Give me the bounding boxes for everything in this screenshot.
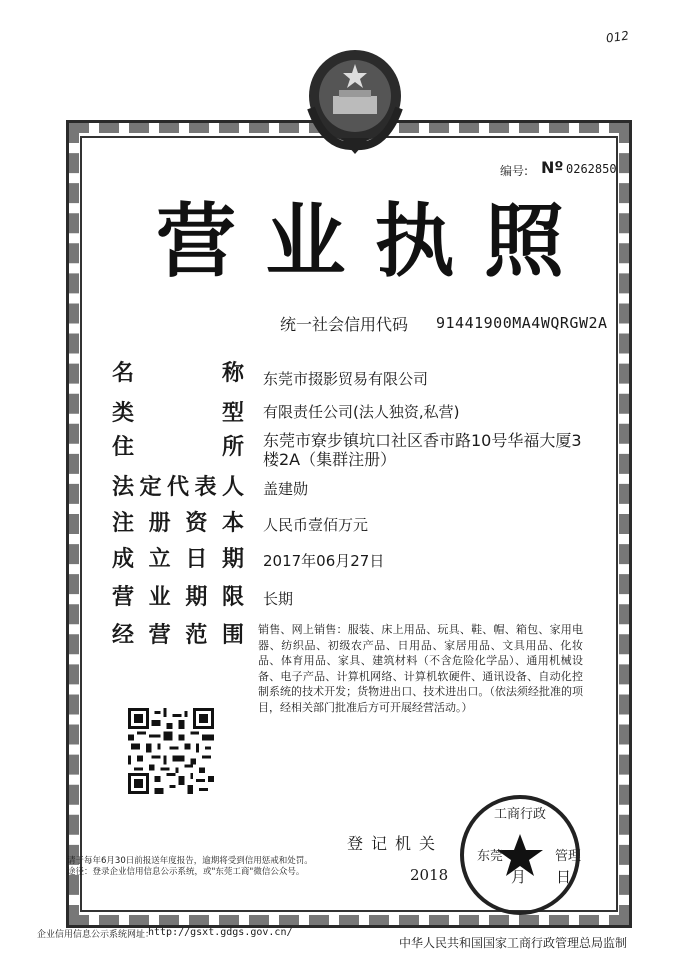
registered-capital-label: 注 册 资 本: [112, 511, 244, 536]
svg-text:东莞: 东莞: [477, 849, 504, 864]
address-value: 东莞市寮步镇坑口社区香市路10号华福大厦3楼2A（集群注册）: [263, 431, 582, 469]
handwritten-page-number: 012: [605, 28, 630, 46]
title-char: 照: [483, 193, 564, 288]
registration-year: 2018: [410, 866, 449, 884]
annual-report-notice: [67, 856, 367, 878]
svg-text:管理: 管理: [555, 849, 582, 864]
registration-authority-label: 登记机关: [347, 834, 444, 853]
issuer-text: 中华人民共和国国家工商行政管理总局监制: [399, 936, 628, 950]
founded-date-label: 成 立 日 期: [112, 547, 244, 572]
business-term-label: 营 业 期 限: [112, 585, 244, 610]
business-term-value: 长期: [263, 590, 294, 608]
credit-code-value: 91441900MA4WQRGW2A: [436, 314, 608, 332]
official-seal-icon: [455, 790, 585, 920]
founded-date-value: 2017年06月27日: [263, 552, 385, 570]
national-emblem-icon: [295, 38, 415, 156]
registered-capital-value: 人民币壹佰万元: [263, 516, 369, 534]
notice-line: 途径：登录企业信用信息公示系统，或"东莞工商"微信公众号。: [67, 867, 305, 877]
credit-system-url[interactable]: http://gsxt.gdgs.gov.cn/: [148, 927, 293, 938]
serial-number-symbol: Nº: [541, 158, 564, 177]
title-char: 营: [156, 193, 236, 288]
notice-line: 请于每年6月30日前报送年度报告，逾期将受到信用惩戒和处罚。: [67, 856, 313, 866]
credit-code-label: 统一社会信用代码: [280, 315, 409, 334]
qr-code-icon: [128, 708, 214, 794]
credit-system-url-label: 企业信用信息公示系统网址：: [37, 930, 155, 940]
type-value: 有限责任公司(法人独资,私营): [263, 403, 460, 421]
name-value: 东莞市掇影贸易有限公司: [263, 370, 429, 388]
svg-text:工商行政: 工商行政: [493, 807, 547, 822]
name-label: 名 称: [112, 361, 244, 386]
address-label: 住 所: [112, 435, 244, 460]
legal-representative-label: 法 定 代 表 人: [112, 475, 244, 500]
title-char: 执: [374, 193, 455, 288]
document-title: [150, 188, 570, 288]
business-scope-label: 经 营 范 围: [112, 623, 244, 648]
registration-day: 日: [556, 868, 572, 886]
type-label: 类 型: [112, 401, 244, 426]
legal-representative-value: 盖建勋: [263, 480, 309, 498]
business-scope-value: 销售、网上销售：服装、床上用品、玩具、鞋、帽、箱包、家用电器、纺织品、初级农产品、日用品、家居用品、文具用品、化妆品、体育用品、家具、建筑材料（不含危险化学品）、通用机械设备、电子产品、计算机网络、计算机软硬件、通讯设备、自动化控制系统的技术开发；货物进出口、技术进出口。（依法须经批准的项目，经相关部门批准后方可开展经营活动。）: [258, 623, 583, 714]
serial-number-value: 0262850: [566, 162, 617, 176]
serial-number-label: 编号:: [500, 164, 529, 178]
title-char: 业: [265, 193, 346, 288]
registration-month: 月: [511, 868, 527, 886]
